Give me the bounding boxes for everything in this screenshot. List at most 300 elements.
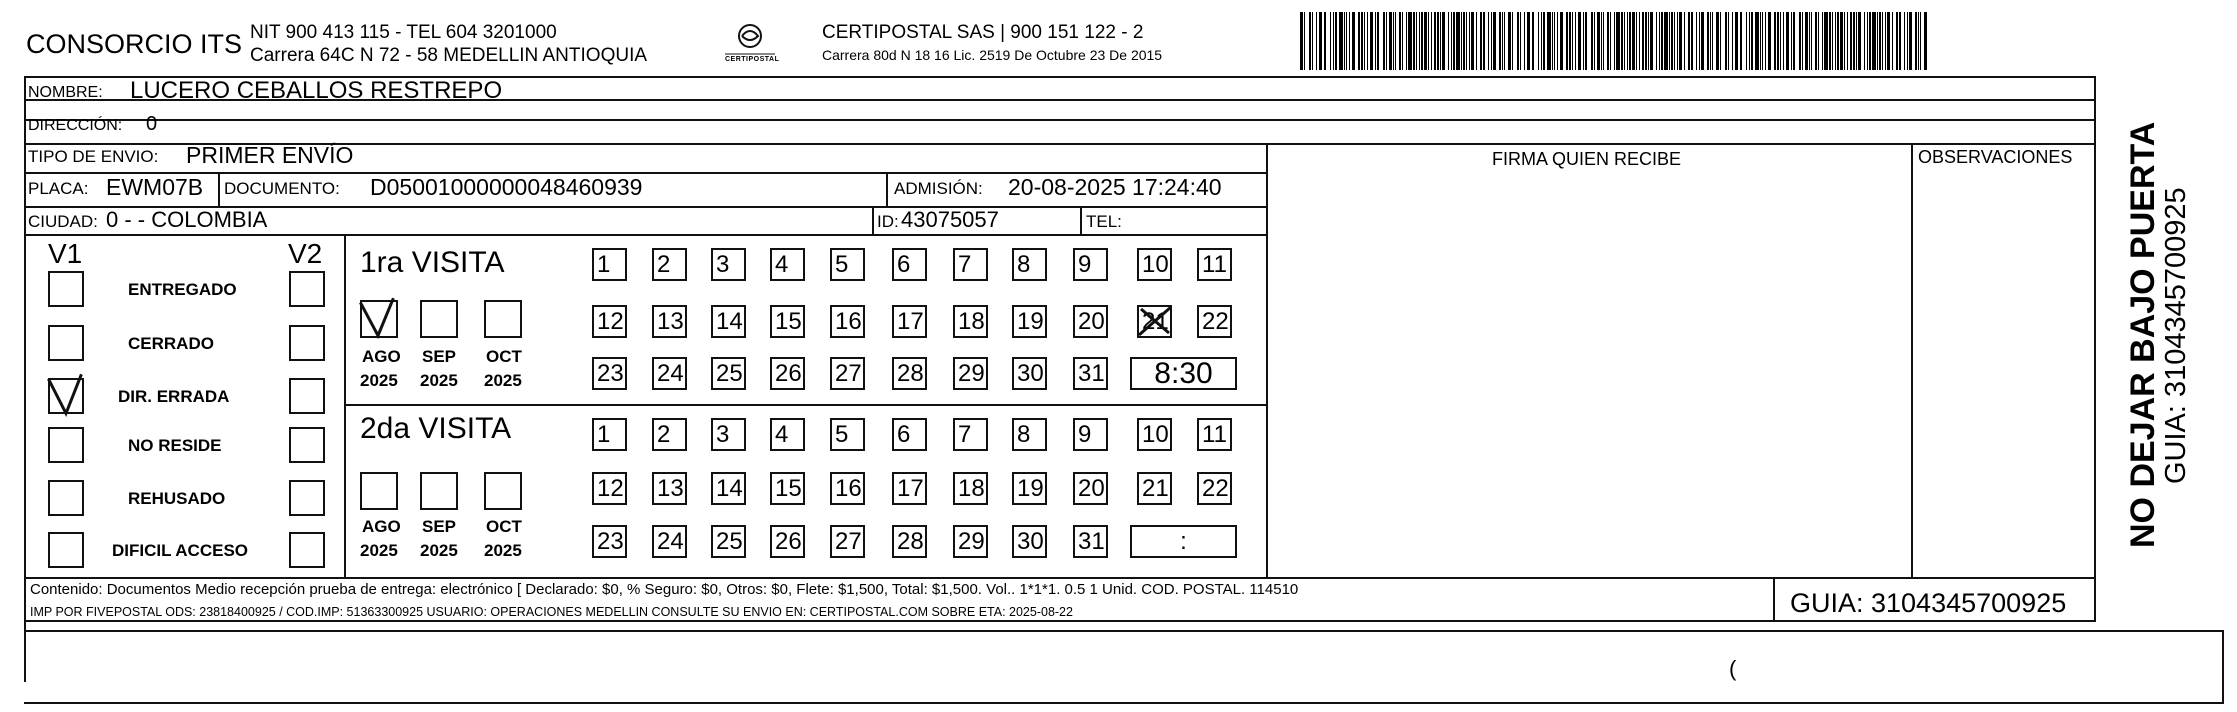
first-visit-day-6[interactable]: 6 bbox=[892, 248, 927, 281]
first-visit-day-18[interactable]: 18 bbox=[953, 305, 988, 338]
address-label: DIRECCIÓN: bbox=[28, 117, 123, 134]
barcode-bar bbox=[1887, 12, 1890, 70]
barcode-bar bbox=[1594, 12, 1595, 70]
barcode-bar bbox=[1837, 12, 1839, 70]
barcode-bar bbox=[1835, 12, 1836, 70]
status-reason-label: NO RESIDE bbox=[128, 436, 222, 455]
v2-checkbox-entregado[interactable] bbox=[289, 271, 325, 307]
second-visit-day-13[interactable]: 13 bbox=[652, 472, 687, 505]
barcode-bar bbox=[1636, 12, 1637, 70]
second-visit-day-27[interactable]: 27 bbox=[830, 525, 865, 558]
barcode-bar bbox=[1508, 12, 1511, 70]
barcode-bar bbox=[1483, 12, 1485, 70]
city-value: 0 - - COLOMBIA bbox=[106, 207, 268, 232]
barcode-bar bbox=[1448, 12, 1449, 70]
v2-checkbox-rehusado[interactable] bbox=[289, 480, 325, 516]
first-visit-day-15[interactable]: 15 bbox=[770, 305, 805, 338]
barcode-bar bbox=[1358, 12, 1360, 70]
barcode-bar bbox=[1491, 12, 1492, 70]
second-visit-day-15[interactable]: 15 bbox=[770, 472, 805, 505]
barcode-bar bbox=[1399, 12, 1401, 70]
first-visit-day-5[interactable]: 5 bbox=[830, 248, 865, 281]
barcode-bar bbox=[1661, 12, 1663, 70]
company-name: CONSORCIO ITS bbox=[26, 29, 243, 59]
v1-checkbox-cerrado[interactable] bbox=[48, 325, 84, 361]
barcode-bar bbox=[1783, 12, 1784, 70]
send-type-value: PRIMER ENVÍO bbox=[186, 142, 354, 168]
second-visit-day-7[interactable]: 7 bbox=[953, 418, 988, 451]
barcode-bar bbox=[1899, 12, 1901, 70]
barcode-bar bbox=[1451, 12, 1452, 70]
second-visit-day-28[interactable]: 28 bbox=[892, 525, 927, 558]
barcode-bar bbox=[1809, 12, 1810, 70]
barcode-bar bbox=[1669, 12, 1670, 70]
tel-label: TEL: bbox=[1086, 212, 1122, 231]
barcode-bar bbox=[1774, 12, 1776, 70]
first-visit-day-28[interactable]: 28 bbox=[892, 357, 927, 390]
barcode-bar bbox=[1499, 12, 1501, 70]
barcode-bar bbox=[1924, 12, 1927, 70]
barcode-bar bbox=[1872, 12, 1876, 70]
first-visit-day-7[interactable]: 7 bbox=[953, 248, 988, 281]
barcode-bar bbox=[1780, 12, 1781, 70]
barcode-bar bbox=[1674, 12, 1675, 70]
first-visit-day-8[interactable]: 8 bbox=[1012, 248, 1047, 281]
second-visit-day-17[interactable]: 17 bbox=[892, 472, 927, 505]
barcode-bar bbox=[1802, 12, 1803, 70]
barcode-bar bbox=[1578, 12, 1581, 70]
barcode-bar bbox=[1603, 12, 1604, 70]
month-label: OCT bbox=[486, 347, 522, 366]
second-visit-day-18[interactable]: 18 bbox=[953, 472, 988, 505]
barcode-bar bbox=[1629, 12, 1631, 70]
barcode-bar bbox=[1728, 12, 1729, 70]
barcode-bar bbox=[1885, 12, 1886, 70]
barcode-bar bbox=[1591, 12, 1593, 70]
barcode-bar bbox=[1824, 12, 1828, 70]
v1-checkbox-entregado[interactable] bbox=[48, 271, 84, 307]
second-visit-day-4[interactable]: 4 bbox=[770, 418, 805, 451]
barcode-bar bbox=[1853, 12, 1855, 70]
second-visit-day-2[interactable]: 2 bbox=[652, 418, 687, 451]
v2-label: V2 bbox=[288, 238, 323, 269]
barcode-bar bbox=[1639, 12, 1640, 70]
status-reason-label: ENTREGADO bbox=[128, 280, 237, 299]
barcode-bar bbox=[1867, 12, 1868, 70]
footer-guide: GUIA: 3104345700925 bbox=[1790, 588, 2067, 618]
barcode-bar bbox=[1597, 12, 1600, 70]
month-label: SEP bbox=[422, 517, 457, 536]
barcode-bar bbox=[1471, 12, 1474, 70]
second-visit-month-sep[interactable] bbox=[420, 472, 458, 510]
barcode-bar bbox=[1915, 12, 1917, 70]
barcode-bar bbox=[1552, 12, 1553, 70]
barcode-bar bbox=[1707, 12, 1709, 70]
first-visit-day-17[interactable]: 17 bbox=[892, 305, 927, 338]
barcode-bar bbox=[1488, 12, 1489, 70]
first-visit-day-22[interactable]: 22 bbox=[1197, 305, 1232, 338]
v1-checkbox-no-reside[interactable] bbox=[48, 427, 84, 463]
status-reason-label: CERRADO bbox=[128, 334, 214, 353]
barcode-bar bbox=[1696, 12, 1697, 70]
barcode-bar bbox=[1367, 12, 1368, 70]
v2-checkbox-dir-errada[interactable] bbox=[289, 378, 325, 414]
signature-header: FIRMA QUIEN RECIBE bbox=[1492, 149, 1682, 169]
barcode-bar bbox=[1751, 12, 1753, 70]
admission-label: ADMISIÓN: bbox=[894, 179, 983, 198]
barcode-bar bbox=[1406, 12, 1407, 70]
barcode-bar bbox=[1569, 12, 1571, 70]
barcode-bar bbox=[1431, 12, 1432, 70]
barcode-bar bbox=[1864, 12, 1865, 70]
second-visit-day-16[interactable]: 16 bbox=[830, 472, 865, 505]
barcode-bar bbox=[1684, 12, 1685, 70]
barcode-bar bbox=[1517, 12, 1519, 70]
barcode-bar bbox=[1882, 12, 1883, 70]
barcode-bar bbox=[1909, 12, 1912, 70]
barcode-bar bbox=[1793, 12, 1795, 70]
barcode-bar bbox=[1856, 12, 1857, 70]
id-label: ID: bbox=[877, 212, 899, 231]
year-label: 2025 bbox=[420, 541, 458, 560]
first-visit-day-9[interactable]: 9 bbox=[1073, 248, 1108, 281]
second-visit-day-19[interactable]: 19 bbox=[1012, 472, 1047, 505]
barcode-bar bbox=[1413, 12, 1415, 70]
second-visit-day-9[interactable]: 9 bbox=[1073, 418, 1108, 451]
barcode-bar bbox=[1502, 12, 1503, 70]
barcode-bar bbox=[1304, 12, 1305, 70]
barcode-bar bbox=[1760, 12, 1761, 70]
first-visit-day-13[interactable]: 13 bbox=[652, 305, 687, 338]
barcode-bar bbox=[1701, 12, 1704, 70]
barcode-bar bbox=[1712, 12, 1713, 70]
second-visit-day-3[interactable]: 3 bbox=[711, 418, 746, 451]
barcode-bar bbox=[1361, 12, 1363, 70]
footer-contents: Contenido: Documentos Medio recepción prueba de entrega: electrónico [ Declarado: $0, % Seguro: $0, Otros: $0, Flete: $1,500, Total: $1,500. Vol.. 1*1*1. 0.5 1 Unid. COD. POSTAL. 114510 bbox=[30, 581, 1299, 598]
first-visit-time-field[interactable]: 8:30 bbox=[1130, 357, 1237, 390]
barcode-bar bbox=[1344, 12, 1345, 70]
barcode-bar bbox=[1847, 12, 1848, 70]
barcode-bar bbox=[1466, 12, 1467, 70]
first-visit-day-31[interactable]: 31 bbox=[1073, 357, 1108, 390]
second-visit-month-oct[interactable] bbox=[484, 472, 522, 510]
barcode-bar bbox=[1799, 12, 1801, 70]
second-visit-day-12[interactable]: 12 bbox=[592, 472, 627, 505]
first-visit-day-1[interactable]: 1 bbox=[592, 248, 627, 281]
second-visit-day-26[interactable]: 26 bbox=[770, 525, 805, 558]
barcode-bar bbox=[1370, 12, 1373, 70]
barcode-bar bbox=[1850, 12, 1852, 70]
v1-checkbox-rehusado[interactable] bbox=[48, 480, 84, 516]
barcode-bar bbox=[1679, 12, 1682, 70]
first-visit-day-3[interactable]: 3 bbox=[711, 248, 746, 281]
second-visit-title: 2da VISITA bbox=[360, 412, 512, 445]
barcode-bar bbox=[1421, 12, 1423, 70]
footer-imp-line: IMP POR FIVEPOSTAL ODS: 23818400925 / COD.IMP: 51363300925 USUARIO: OPERACIONES MEDELLIN CONSULTE SU ENVIO EN: CERTIPOSTAL.COM SOBRE ETA: 2025-08-22 bbox=[30, 605, 1073, 619]
barcode-bar bbox=[1402, 12, 1403, 70]
first-visit-title: 1ra VISITA bbox=[360, 246, 505, 279]
status-reason-label: DIR. ERRADA bbox=[118, 387, 230, 406]
barcode-bar bbox=[1777, 12, 1779, 70]
barcode-bar bbox=[1664, 12, 1668, 70]
second-visit-day-31[interactable]: 31 bbox=[1073, 525, 1108, 558]
second-visit-day-14[interactable]: 14 bbox=[711, 472, 746, 505]
barcode-bar bbox=[1765, 12, 1766, 70]
month-label: OCT bbox=[486, 517, 522, 536]
barcode-bar bbox=[1512, 12, 1513, 70]
barcode-bar bbox=[1755, 12, 1759, 70]
second-visit-day-6[interactable]: 6 bbox=[892, 418, 927, 451]
barcode-bar bbox=[1732, 12, 1733, 70]
barcode-bar bbox=[1896, 12, 1898, 70]
barcode-bar bbox=[1395, 12, 1396, 70]
barcode-bar bbox=[1572, 12, 1573, 70]
barcode-bar bbox=[1364, 12, 1365, 70]
certipostal-logo bbox=[715, 20, 785, 68]
barcode-bar bbox=[1840, 12, 1843, 70]
barcode-bar bbox=[1642, 12, 1644, 70]
status-reason-label: REHUSADO bbox=[128, 489, 226, 508]
first-visit-month-sep[interactable] bbox=[420, 300, 458, 338]
barcode-bar bbox=[1725, 12, 1727, 70]
first-visit-day-16[interactable]: 16 bbox=[830, 305, 865, 338]
carrier-address: Carrera 80d N 18 16 Lic. 2519 De Octubre 23 De 2015 bbox=[822, 47, 1163, 63]
first-visit-day-23[interactable]: 23 bbox=[592, 357, 627, 390]
first-visit-day-19[interactable]: 19 bbox=[1012, 305, 1047, 338]
first-visit-day-11[interactable]: 11 bbox=[1197, 248, 1232, 281]
barcode-bar bbox=[1335, 12, 1337, 70]
id-value: 43075057 bbox=[901, 207, 999, 232]
second-visit-day-20[interactable]: 20 bbox=[1073, 472, 1108, 505]
barcode-bar bbox=[1616, 12, 1620, 70]
barcode-bar bbox=[1811, 12, 1812, 70]
barcode-bar bbox=[1316, 12, 1317, 70]
barcode-bar bbox=[1349, 12, 1350, 70]
barcode-bar bbox=[1300, 12, 1303, 70]
barcode-bar bbox=[1716, 12, 1719, 70]
second-visit-day-23[interactable]: 23 bbox=[592, 525, 627, 558]
barcode-bar bbox=[1547, 12, 1551, 70]
name-value: LUCERO CEBALLOS RESTREPO bbox=[130, 77, 503, 104]
second-visit-day-8[interactable]: 8 bbox=[1012, 418, 1047, 451]
barcode-bar bbox=[1541, 12, 1542, 70]
barcode-bar bbox=[1476, 12, 1477, 70]
barcode-bar bbox=[1699, 12, 1700, 70]
second-visit-day-30[interactable]: 30 bbox=[1012, 525, 1047, 558]
barcode-bar bbox=[1879, 12, 1881, 70]
barcode-bar bbox=[1352, 12, 1355, 70]
barcode-bar bbox=[1440, 12, 1441, 70]
barcode-bar bbox=[1527, 12, 1530, 70]
barcode-bar bbox=[1601, 12, 1602, 70]
barcode-bar bbox=[1832, 12, 1833, 70]
barcode-bar bbox=[1330, 12, 1331, 70]
barcode-bar bbox=[1375, 12, 1376, 70]
first-visit-day-25[interactable]: 25 bbox=[711, 357, 746, 390]
status-reason-label: DIFICIL ACCESO bbox=[112, 541, 249, 560]
barcode-bar bbox=[1493, 12, 1496, 70]
barcode-bar bbox=[1691, 12, 1693, 70]
year-label: 2025 bbox=[360, 371, 398, 390]
barcode-bar bbox=[1453, 12, 1455, 70]
barcode-bar bbox=[1456, 12, 1460, 70]
year-label: 2025 bbox=[420, 371, 458, 390]
company-address: Carrera 64C N 72 - 58 MEDELLIN ANTIOQUIA bbox=[250, 45, 648, 66]
barcode-bar bbox=[1815, 12, 1817, 70]
second-visit-day-1[interactable]: 1 bbox=[592, 418, 627, 451]
barcode-bar bbox=[1480, 12, 1482, 70]
barcode-bar bbox=[1892, 12, 1893, 70]
first-visit-day-26[interactable]: 26 bbox=[770, 357, 805, 390]
first-visit-day-10[interactable]: 10 bbox=[1137, 248, 1172, 281]
barcode-bar bbox=[1720, 12, 1721, 70]
barcode-bar bbox=[1791, 12, 1792, 70]
barcode-bar bbox=[1383, 12, 1385, 70]
barcode-bar bbox=[1389, 12, 1392, 70]
barcode-bar bbox=[1627, 12, 1628, 70]
first-visit-month-oct[interactable] bbox=[484, 300, 522, 338]
barcode-bar bbox=[1469, 12, 1470, 70]
barcode-bar bbox=[1740, 12, 1742, 70]
second-visit-month-ago[interactable] bbox=[360, 472, 398, 510]
side-guide: GUIA: 3104345700925 bbox=[2160, 187, 2192, 484]
barcode-bar bbox=[1434, 12, 1436, 70]
barcode-bar bbox=[1648, 12, 1649, 70]
barcode-bar bbox=[1710, 12, 1711, 70]
first-visit-day-14[interactable]: 14 bbox=[711, 305, 746, 338]
document-label: DOCUMENTO: bbox=[224, 179, 340, 198]
barcode-bar bbox=[1557, 12, 1558, 70]
second-visit-day-29[interactable]: 29 bbox=[953, 525, 988, 558]
second-visit-day-25[interactable]: 25 bbox=[711, 525, 746, 558]
barcode-bar bbox=[1822, 12, 1823, 70]
barcode-bar bbox=[1560, 12, 1563, 70]
barcode-bar bbox=[1907, 12, 1908, 70]
barcode-bar bbox=[1749, 12, 1750, 70]
barcode-bar bbox=[1904, 12, 1905, 70]
company-nit-tel: NIT 900 413 115 - TEL 604 3201000 bbox=[250, 22, 557, 43]
second-visit-day-22[interactable]: 22 bbox=[1197, 472, 1232, 505]
barcode-bar bbox=[1659, 12, 1660, 70]
barcode-bar bbox=[1554, 12, 1555, 70]
carrier-line: CERTIPOSTAL SAS | 900 151 122 - 2 bbox=[822, 22, 1144, 43]
barcode-bar bbox=[1585, 12, 1587, 70]
barcode-bar bbox=[1671, 12, 1673, 70]
barcode-bar bbox=[1829, 12, 1831, 70]
year-label: 2025 bbox=[360, 541, 398, 560]
barcode-bar bbox=[1504, 12, 1505, 70]
barcode-bar bbox=[1538, 12, 1539, 70]
v2-checkbox-dificil-acceso[interactable] bbox=[289, 532, 325, 568]
barcode-bar bbox=[1393, 12, 1394, 70]
second-visit-time-field[interactable]: : bbox=[1130, 525, 1237, 558]
v1-checkbox-dir-errada[interactable] bbox=[48, 378, 84, 414]
no-dejar-warning: NO DEJAR BAJO PUERTA bbox=[2124, 121, 2162, 548]
first-visit-day-29[interactable]: 29 bbox=[953, 357, 988, 390]
barcode-bar bbox=[1920, 12, 1921, 70]
barcode-bar bbox=[1419, 12, 1420, 70]
barcode-bar bbox=[1583, 12, 1584, 70]
barcode-bar bbox=[1677, 12, 1678, 70]
barcode-bar bbox=[1524, 12, 1525, 70]
barcode-bar bbox=[1818, 12, 1819, 70]
admission-value: 20-08-2025 17:24:40 bbox=[1008, 174, 1222, 200]
second-visit-day-24[interactable]: 24 bbox=[652, 525, 687, 558]
first-visit-day-20[interactable]: 20 bbox=[1073, 305, 1108, 338]
v2-checkbox-cerrado[interactable] bbox=[289, 325, 325, 361]
barcode-bar bbox=[1319, 12, 1322, 70]
address-value: 0 bbox=[146, 113, 158, 135]
first-visit-day-21[interactable]: 21 bbox=[1137, 305, 1172, 338]
second-visit-day-10[interactable]: 10 bbox=[1137, 418, 1172, 451]
plate-label: PLACA: bbox=[28, 179, 89, 198]
barcode-bar bbox=[1805, 12, 1808, 70]
barcode-bar bbox=[1768, 12, 1771, 70]
barcode-bar bbox=[1461, 12, 1462, 70]
observations-header: OBSERVACIONES bbox=[1918, 147, 2073, 167]
name-label: NOMBRE: bbox=[28, 84, 103, 101]
barcode-bar bbox=[1735, 12, 1738, 70]
barcode-bar bbox=[1786, 12, 1789, 70]
barcode-bar bbox=[1645, 12, 1647, 70]
first-visit-day-30[interactable]: 30 bbox=[1012, 357, 1047, 390]
barcode-bar bbox=[1324, 12, 1326, 70]
barcode-bar bbox=[1746, 12, 1747, 70]
bottom-stub bbox=[24, 630, 2224, 704]
barcode-bar bbox=[1610, 12, 1611, 70]
barcode-bar bbox=[1877, 12, 1878, 70]
first-visit-day-4[interactable]: 4 bbox=[770, 248, 805, 281]
month-label: SEP bbox=[422, 347, 457, 366]
v1-checkbox-dificil-acceso[interactable] bbox=[48, 532, 84, 568]
barcode-bar bbox=[1309, 12, 1311, 70]
year-label: 2025 bbox=[484, 541, 522, 560]
send-type-label: TIPO DE ENVIO: bbox=[28, 147, 159, 166]
barcode-bar bbox=[1656, 12, 1657, 70]
barcode-bar bbox=[1575, 12, 1576, 70]
barcode-bar bbox=[1312, 12, 1313, 70]
barcode-bar bbox=[1333, 12, 1334, 70]
barcode-bar bbox=[1869, 12, 1871, 70]
barcode-bar bbox=[1566, 12, 1568, 70]
first-visit-day-27[interactable]: 27 bbox=[830, 357, 865, 390]
barcode-bar bbox=[1386, 12, 1387, 70]
barcode-bar bbox=[1858, 12, 1861, 70]
barcode-bar bbox=[1520, 12, 1521, 70]
barcode-bar bbox=[1339, 12, 1343, 70]
barcode-bar bbox=[1377, 12, 1379, 70]
second-visit-day-21[interactable]: 21 bbox=[1137, 472, 1172, 505]
barcode-bar bbox=[1416, 12, 1417, 70]
first-visit-day-24[interactable]: 24 bbox=[652, 357, 687, 390]
document-value: D05001000000048460939 bbox=[370, 174, 643, 200]
second-visit-day-5[interactable]: 5 bbox=[830, 418, 865, 451]
first-visit-day-2[interactable]: 2 bbox=[652, 248, 687, 281]
v2-checkbox-no-reside[interactable] bbox=[289, 427, 325, 463]
plate-value: EWM07B bbox=[106, 174, 204, 200]
barcode-bar bbox=[1424, 12, 1427, 70]
second-visit-day-11[interactable]: 11 bbox=[1197, 418, 1232, 451]
barcode-bar bbox=[1463, 12, 1465, 70]
first-visit-month-ago[interactable] bbox=[360, 300, 398, 338]
year-label: 2025 bbox=[484, 371, 522, 390]
stray-mark: ( bbox=[1729, 656, 1737, 681]
v1-label: V1 bbox=[48, 238, 83, 269]
month-label: AGO bbox=[362, 347, 401, 366]
barcode-bar bbox=[1632, 12, 1635, 70]
first-visit-day-12[interactable]: 12 bbox=[592, 305, 627, 338]
barcode-bar bbox=[1844, 12, 1845, 70]
